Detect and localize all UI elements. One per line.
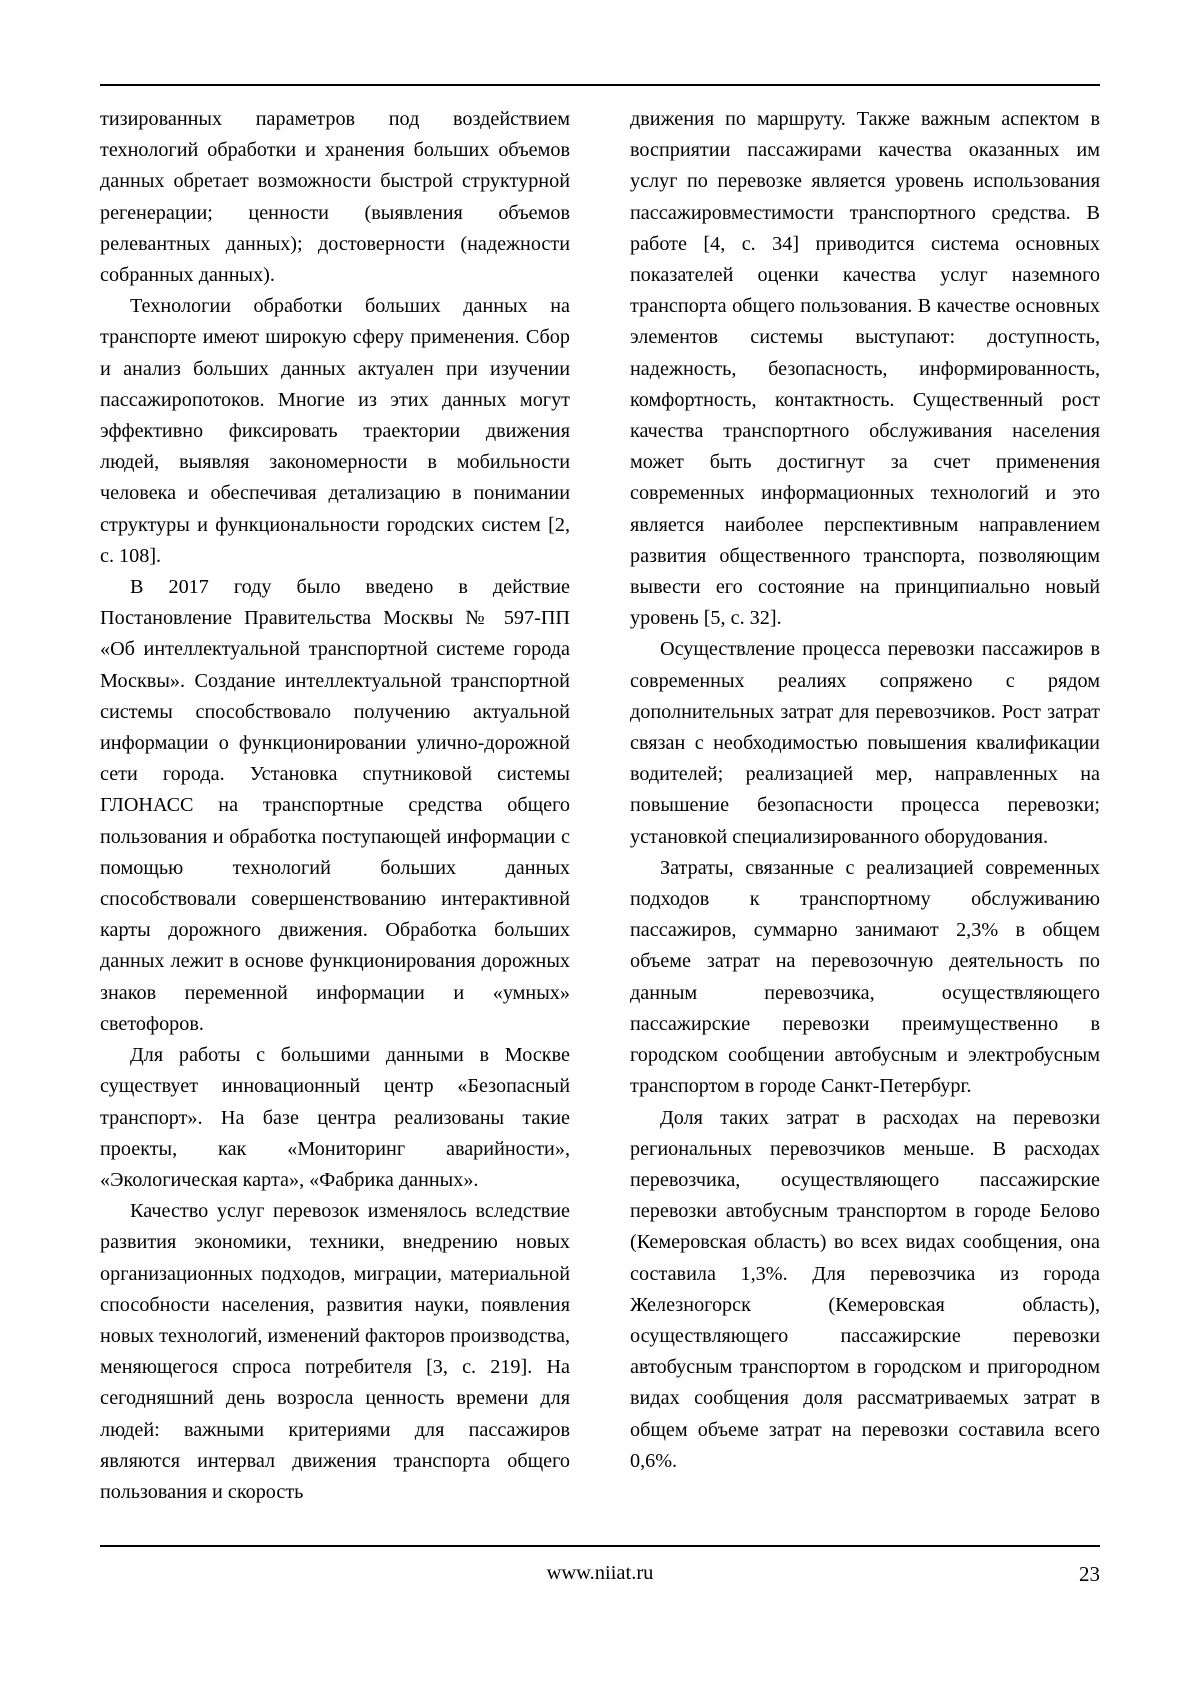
left-column: [100, 104, 570, 1508]
two-column-body: [100, 104, 1100, 1508]
paragraph: Технологии обработки больших данных на транспорте имеют широкую сферу применения. Сбор и анализ больших данных актуален при изучении пассажиропотоков. Многие из этих данных могут эффективно фиксировать траектории движения людей, выявляя закономерности в мобильности человека и обеспечивая детализацию в понимании структуры и функциональности городских систем [2, с. 108].: [100, 295, 570, 567]
paragraph: тизированных параметров под воздействием технологий обработки и хранения больших объемов данных обретает возможности быстрой структурной регенерации; ценности (выявления объемов релевантных данных); достоверности (надежности собранных данных).: [100, 108, 570, 287]
footer-rule: [100, 1545, 1100, 1547]
page-number: 23: [1079, 1562, 1100, 1586]
right-column: [630, 104, 1100, 1508]
paragraph: движения по маршруту. Также важным аспектом в восприятии пассажирами качества оказанных им услуг по перевозке является уровень использования пассажировместимости транспортного средства. В работе [4, с. 34] приводится система основных показателей оценки качества услуг наземного транспорта общего пользования. В качестве основных элементов системы выступают: доступность, надежность, безопасность, информированность, комфортность, контактность. Существенный рост качества транспортного обслуживания населения может быть достигнут за счет применения современных информационных технологий и это является наиболее перспективным направлением развития общественного транспорта, позволяющим вывести его состояние на принципиально новый уровень [5, с. 32].: [630, 108, 1100, 630]
paragraph: В 2017 году было введено в действие Постановление Правительства Москвы № 597-ПП «Об интеллектуальной транспортной системе города Москвы». Создание интеллектуальной транспортной системы способствовало получению актуальной информации о функционировании улично-дорожной сети города. Установка спутниковой системы ГЛОНАСС на транспортные средства общего пользования и обработка поступающей информации с помощью технологий больших данных способствовали совершенствованию интерактивной карты дорожного движения. Обработка больших данных лежит в основе функционирования дорожных знаков переменной информации и «умных» светофоров.: [100, 576, 570, 1035]
paragraph: Качество услуг перевозок изменялось вследствие развития экономики, техники, внедрению новых организационных подходов, миграции, материальной способности населения, развития науки, появления новых технологий, изменений факторов производства, меняющегося спроса потребителя [3, с. 219]. На сегодняшний день возросла ценность времени для людей: важными критериями для пассажиров являются интервал движения транспорта общего пользования и скорость: [100, 1200, 570, 1503]
paragraph: Доля таких затрат в расходах на перевозки региональных перевозчиков меньше. В расходах перевозчика, осуществляющего пассажирские перевозки автобусным транспортом в городе Белово (Кемеровская область) во всех видах сообщения, она составила 1,3%. Для перевозчика из города Железногорск (Кемеровская область), осуществляющего пассажирские перевозки автобусным транспортом в городском и пригородном видах сообщения доля рассматриваемых затрат в общем объеме затрат на перевозки составила всего 0,6%.: [630, 1106, 1100, 1472]
paragraph: Для работы с большими данными в Москве существует инновационный центр «Безопасный транспорт». На базе центра реализованы такие проекты, как «Мониторинг аварийности», «Экологическая карта», «Фабрика данных».: [100, 1044, 570, 1191]
paragraph: Затраты, связанные с реализацией современных подходов к транспортному обслуживанию пассажиров, суммарно занимают 2,3% в общем объеме затрат на перевозочную деятельность по данным перевозчика, осуществляющего пассажирские перевозки преимущественно в городском сообщении автобусным и электробусным транспортом в городе Санкт-Петербург.: [630, 856, 1100, 1098]
header-rule: [100, 84, 1100, 86]
page-footer: [100, 1562, 1100, 1585]
paragraph: Осуществление процесса перевозки пассажиров в современных реалиях сопряжено с рядом дополнительных затрат для перевозчиков. Рост затрат связан с необходимостью повышения квалификации водителей; реализацией мер, направленных на повышение безопасности процесса перевозки; установкой специализированного оборудования.: [630, 638, 1100, 848]
footer-site-url: www.niiat.ru: [546, 1562, 654, 1584]
